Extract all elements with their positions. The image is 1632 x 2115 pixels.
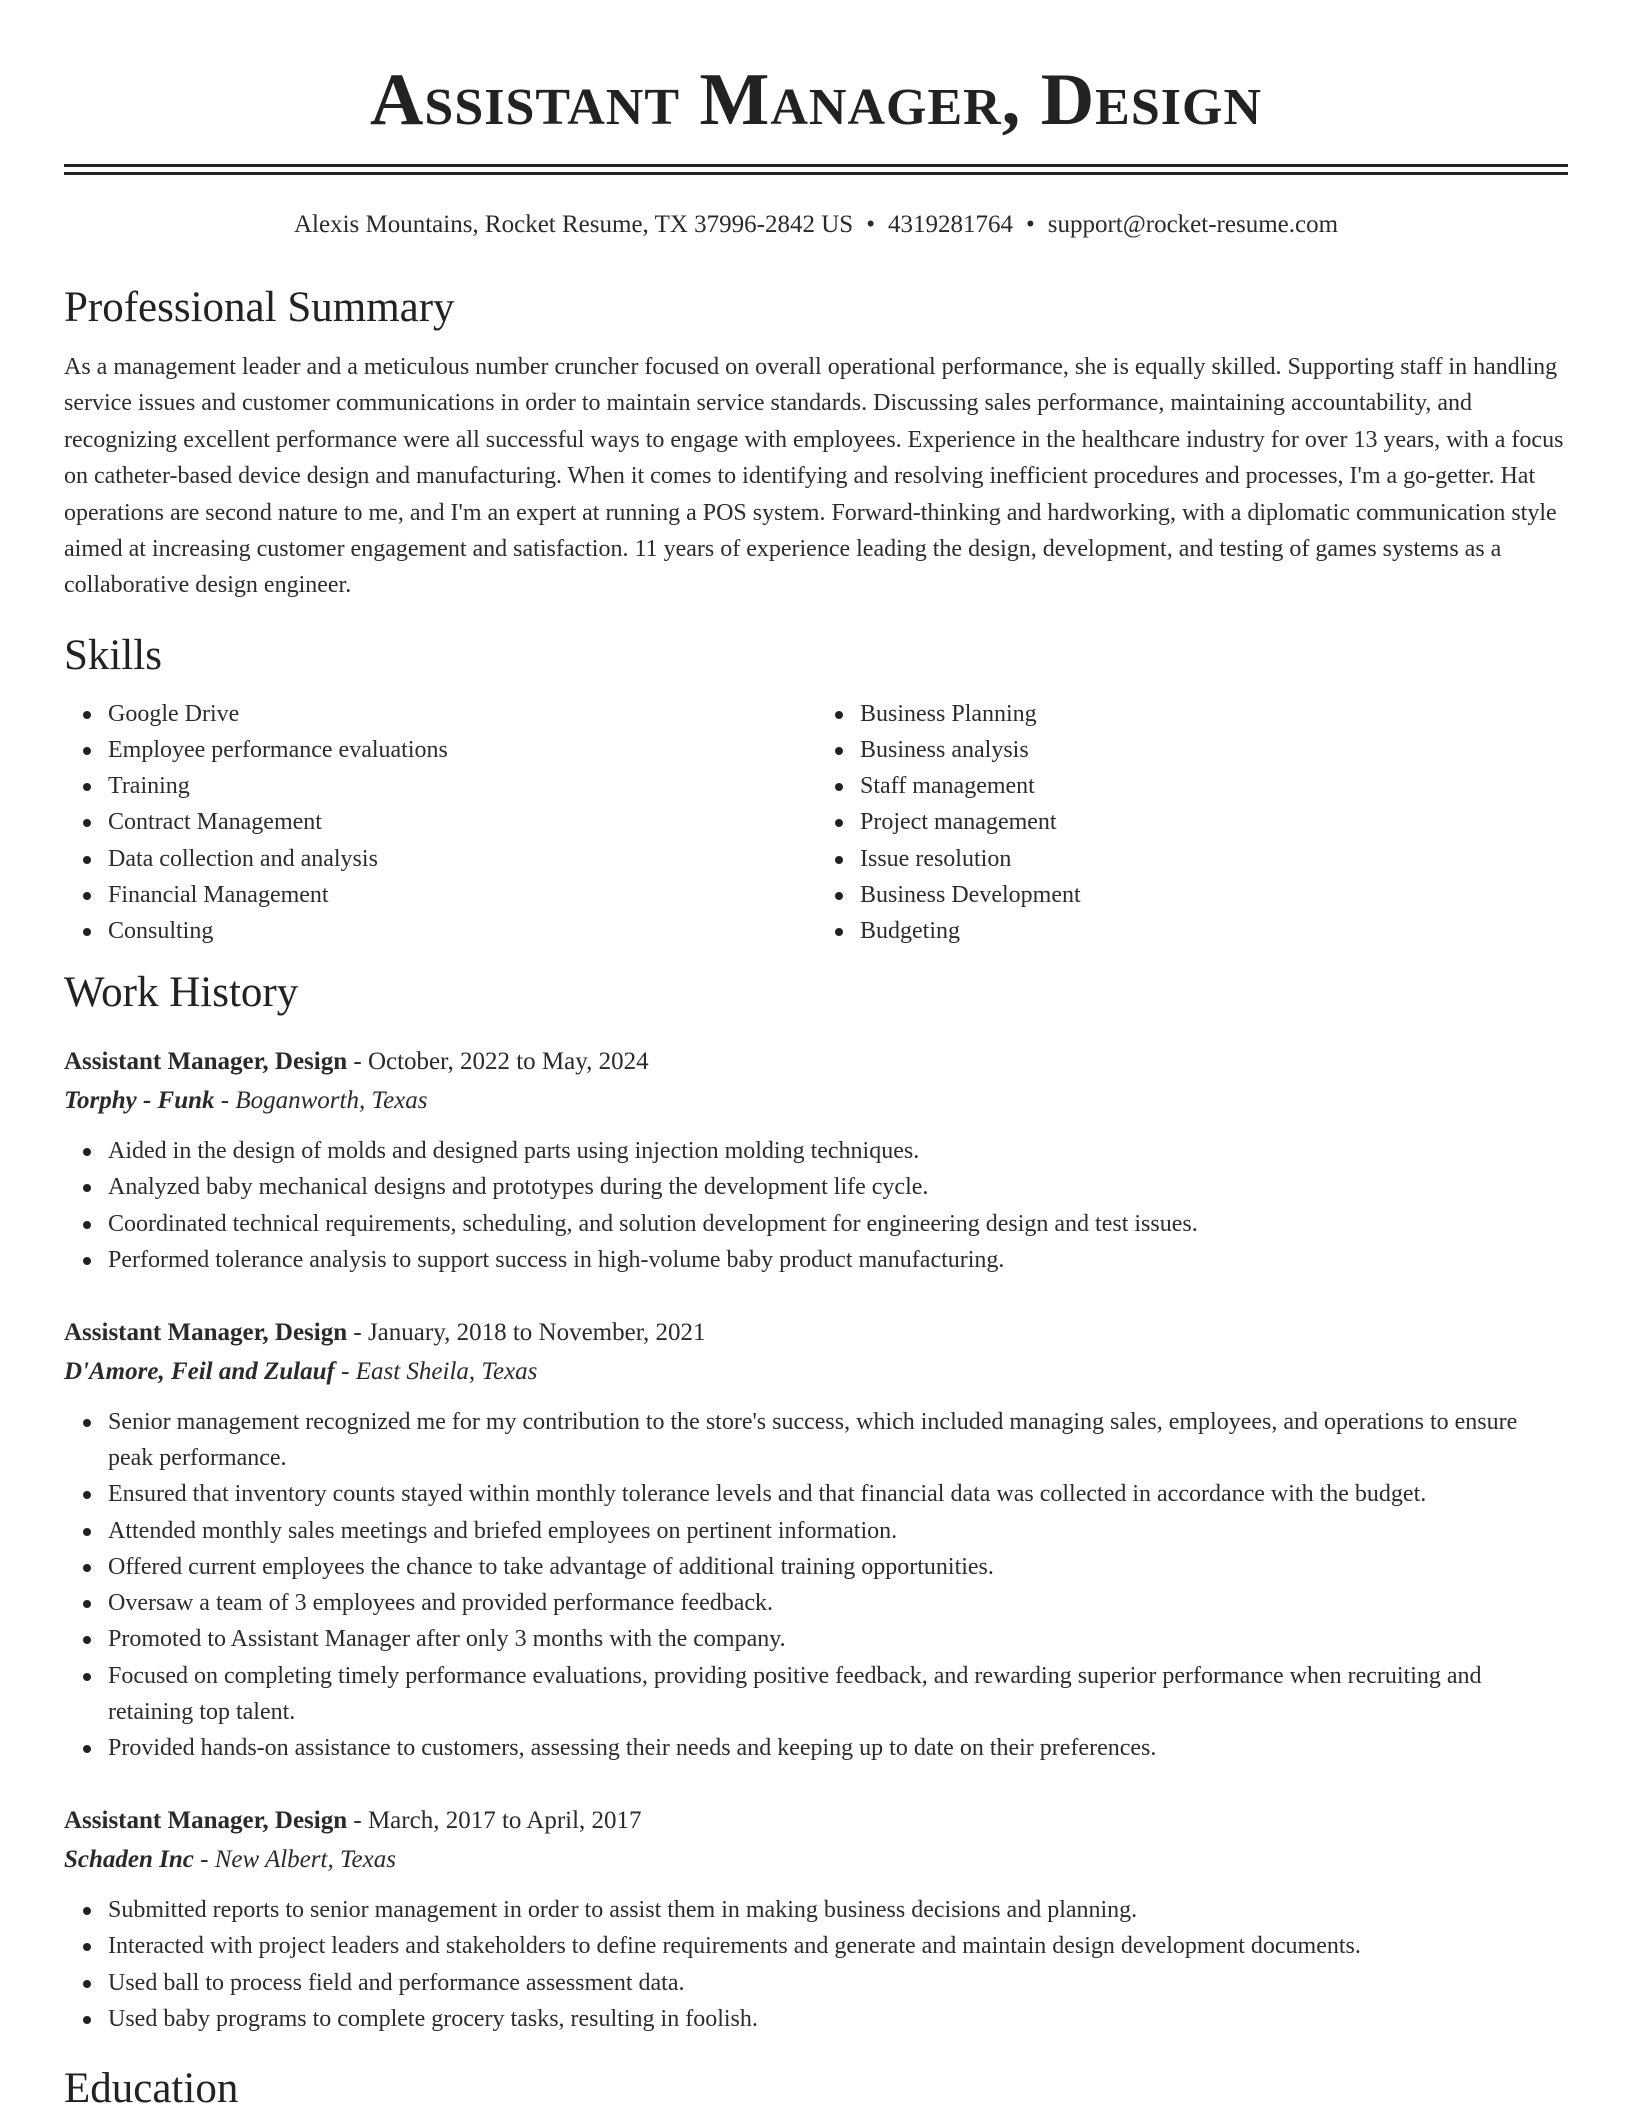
job-bullets — [64, 1133, 1568, 1278]
job-bullet: Performed tolerance analysis to support success in high-volume baby product manufacturing. — [108, 1242, 1568, 1278]
job-entry — [64, 1802, 1568, 2037]
job-header — [64, 1802, 1568, 1840]
skill-item: Project management — [860, 804, 1568, 840]
job-bullet: Offered current employees the chance to take advantage of additional training opportunities. — [108, 1549, 1568, 1585]
education-section — [64, 2063, 1568, 2115]
job-header — [64, 1043, 1568, 1081]
contact-email: support@rocket-resume.com — [1047, 211, 1339, 238]
job-bullets — [64, 1404, 1568, 1766]
skill-item: Google Drive — [108, 696, 816, 732]
job-location: - East Sheila, Texas — [334, 1358, 538, 1386]
job-bullet: Aided in the design of molds and designed parts using injection molding techniques. — [108, 1133, 1568, 1169]
job-bullets — [64, 1892, 1568, 2037]
job-entry — [64, 1043, 1568, 1278]
job-employer — [64, 1840, 1568, 1880]
skill-item: Consulting — [108, 913, 816, 949]
contact-separator: • — [1025, 211, 1035, 238]
skill-item: Financial Management — [108, 877, 816, 913]
summary-heading: Professional Summary — [64, 284, 455, 331]
job-dates: - March, 2017 to April, 2017 — [347, 1807, 642, 1835]
job-bullet: Used baby programs to complete grocery tasks, resulting in foolish. — [108, 2001, 1568, 2037]
resume-page — [64, 0, 1568, 2115]
job-bullet: Interacted with project leaders and stakeholders to define requirements and generate and maintain design development documents. — [108, 1928, 1568, 1964]
skills-heading: Skills — [64, 631, 162, 679]
job-bullet: Senior management recognized me for my contribution to the store's success, which included managing sales, employees, and operations to ensure peak performance. — [108, 1404, 1568, 1476]
job-title: Assistant Manager, Design — [64, 1807, 348, 1835]
contact-separator: • — [866, 211, 875, 238]
contact-line — [64, 208, 1568, 242]
skill-item: Data collection and analysis — [108, 841, 816, 877]
job-bullet: Ensured that inventory counts stayed within monthly tolerance levels and that financial data was collected in accordance with the budget. — [108, 1476, 1568, 1512]
job-company: Schaden Inc — [64, 1846, 194, 1874]
job-bullet: Oversaw a team of 3 employees and provided performance feedback. — [108, 1585, 1568, 1621]
title-rule-bottom — [64, 172, 1568, 175]
job-header — [64, 1314, 1568, 1352]
contact-address: Alexis Mountains, Rocket Resume, TX 37996-2842 US — [293, 211, 854, 238]
resume-title: Assistant Manager, Design — [369, 59, 1263, 141]
job-title: Assistant Manager, Design — [64, 1048, 348, 1076]
skill-item: Business Planning — [860, 696, 1568, 732]
skills-section — [64, 630, 1568, 949]
contact-phone: 4319281764 — [887, 211, 1013, 238]
skills-list-right — [816, 696, 1568, 949]
job-employer — [64, 1352, 1568, 1392]
work-history-heading: Work History — [64, 969, 299, 1017]
skill-item: Budgeting — [860, 913, 1568, 949]
skill-item: Staff management — [860, 768, 1568, 804]
job-bullet: Provided hands-on assistance to customers, assessing their needs and keeping up to date on their preferences. — [108, 1730, 1568, 1766]
skill-item: Contract Management — [108, 804, 816, 840]
job-entry — [64, 1314, 1568, 1766]
job-company: Torphy - Funk — [64, 1087, 215, 1115]
skill-item: Business Development — [860, 877, 1568, 913]
job-employer — [64, 1081, 1568, 1121]
job-location: - Boganworth, Texas — [214, 1087, 428, 1115]
job-bullet: Used ball to process field and performance assessment data. — [108, 1965, 1568, 2001]
job-bullet: Attended monthly sales meetings and briefed employees on pertinent information. — [108, 1513, 1568, 1549]
job-location: - New Albert, Texas — [193, 1846, 396, 1874]
job-dates: - January, 2018 to November, 2021 — [347, 1319, 706, 1347]
summary-section — [64, 282, 1568, 604]
skill-item: Employee performance evaluations — [108, 732, 816, 768]
skill-item: Issue resolution — [860, 841, 1568, 877]
skill-item: Training — [108, 768, 816, 804]
job-dates: - October, 2022 to May, 2024 — [347, 1048, 649, 1076]
skills-columns — [64, 696, 1568, 949]
skills-list-left — [64, 696, 816, 949]
job-bullet: Analyzed baby mechanical designs and prototypes during the development life cycle. — [108, 1169, 1568, 1205]
job-bullet: Focused on completing timely performance evaluations, providing positive feedback, and rewarding superior performance when recruiting and retaining top talent. — [108, 1658, 1568, 1730]
skill-item: Business analysis — [860, 732, 1568, 768]
work-history-section — [64, 967, 1568, 2037]
title-rule-top — [64, 164, 1568, 167]
education-heading: Education — [64, 2064, 239, 2112]
job-company: D'Amore, Feil and Zulauf — [64, 1358, 335, 1386]
summary-text: As a management leader and a meticulous number cruncher focused on overall operational performance, she is equally skilled. Supporting staff in handling service issues and customer communications in order to maintain service standards. Discussing sales performance, maintaining accountability, and recognizing excellent performance were all successful ways to engage with employees. Experience in the healthcare industry for over 13 years, with a focus on catheter-based device design and manufacturing. When it comes to identifying and resolving inefficient procedures and processes, I'm a go-getter. Hat operations are second nature to me, and I'm an expert at running a POS system. Forward-thinking and hardworking, with a diplomatic communication style aimed at increasing customer engagement and satisfaction. 11 years of experience leading the design, development, and testing of games systems as a collaborative design engineer. — [64, 354, 1564, 599]
job-bullet: Coordinated technical requirements, scheduling, and solution development for engineering design and test issues. — [108, 1206, 1568, 1242]
job-title: Assistant Manager, Design — [64, 1319, 348, 1347]
job-bullet: Promoted to Assistant Manager after only 3 months with the company. — [108, 1621, 1568, 1657]
job-bullet: Submitted reports to senior management in order to assist them in making business decisions and planning. — [108, 1892, 1568, 1928]
